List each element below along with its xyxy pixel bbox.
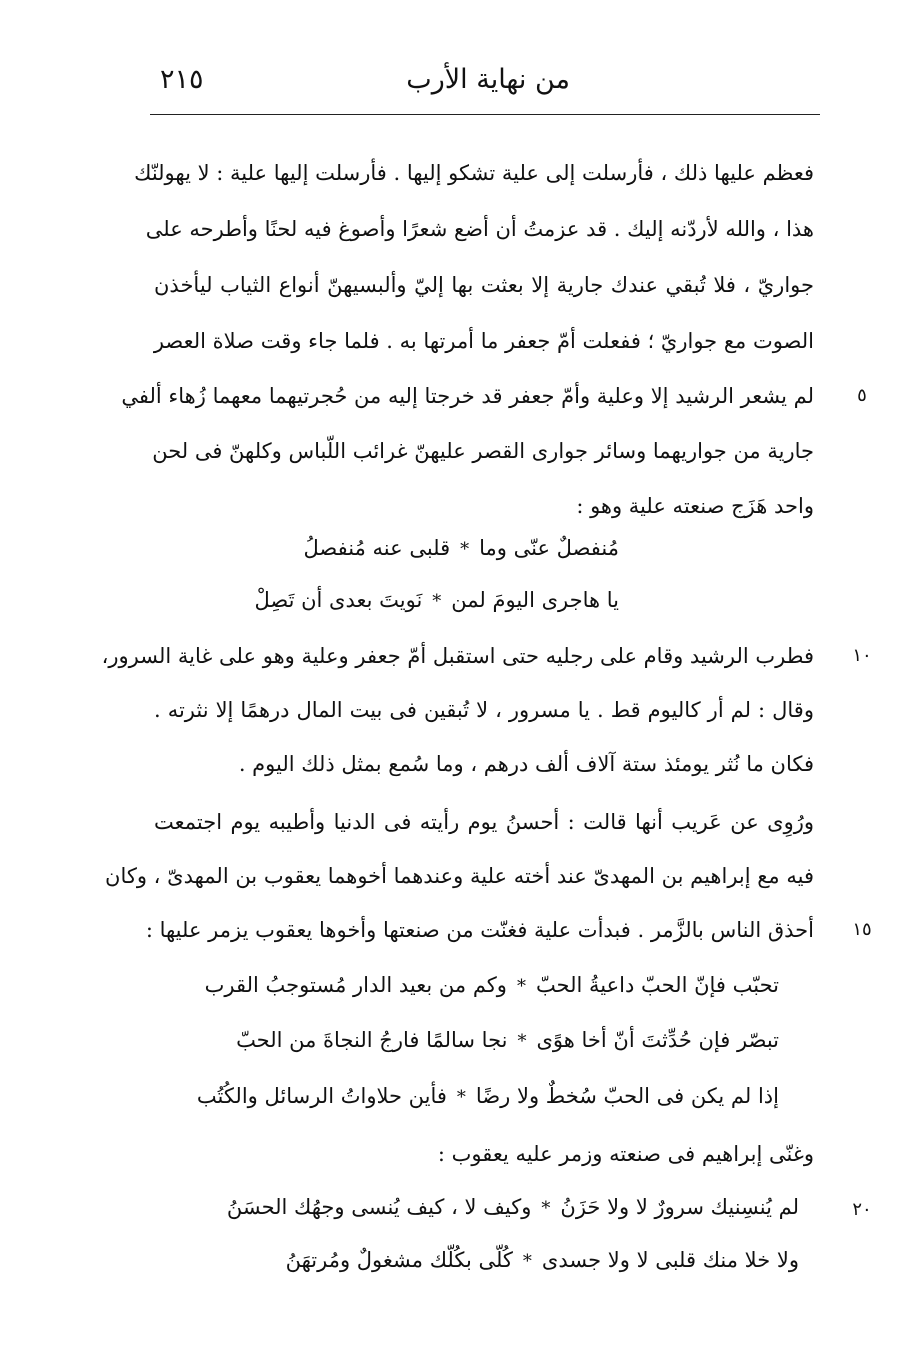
verse-separator: * — [522, 1251, 532, 1272]
verse-separator: * — [517, 1031, 527, 1052]
verse-hemistich-second: وكيف لا ، كيف يُنسى وجهُك الحسَنُ — [226, 1195, 532, 1219]
verse-hemistich-second: نَويتَ بعدى أن تَصِلْ — [254, 588, 423, 612]
verse-hemistich-second: كُلّى بكُلّك مشغولٌ ومُرتهَنُ — [285, 1248, 513, 1272]
verse-hemistich-first: مُنفصلٌ عنّى وما — [479, 536, 619, 560]
verse-hemistich-second: قلبى عنه مُنفصلُ — [303, 536, 451, 560]
text-line: فكان ما نُثر يومئذ ستة آلاف ألف درهم ، وما سُمع بمثل ذلك اليوم . — [238, 752, 814, 776]
verse-hemistich-second: وكم من بعيد الدار مُستوجبُ القرب — [204, 973, 507, 997]
verse-separator: * — [456, 1087, 466, 1108]
verse-hemistich-first: تبصّر فإن حُدِّثتَ أنّ أخا هوًى — [536, 1028, 779, 1052]
running-header — [160, 64, 820, 112]
verse-line — [236, 1020, 779, 1060]
verse-line — [286, 1240, 799, 1280]
text-line: جارية من جواريهما وسائر جوارى القصر عليهنّ غرائب اللّباس وكلهنّ فى لحن — [152, 439, 814, 463]
verse-hemistich-first: ولا خلا منك قلبى لا ولا جسدى — [541, 1248, 799, 1272]
verse-hemistich-second: نجا سالمًا فارجُ النجاةَ من الحبّ — [236, 1028, 508, 1052]
verse-line — [304, 528, 619, 568]
verse-separator: * — [541, 1198, 551, 1219]
verse-hemistich-first: تحبّب فإنّ الحبّ داعيةُ الحبّ — [535, 973, 779, 997]
margin-line-number: ٢٠ — [852, 1199, 872, 1220]
text-line: الصوت مع جواريّ ؛ ففعلت أمّ جعفر ما أمرتها به . فلما جاء وقت صلاة العصر — [153, 329, 814, 353]
text-line: وقال : لم أر كاليوم قط . يا مسرور ، لا تُبقين فى بيت المال درهمًا إلا نثرته . — [154, 698, 814, 722]
verse-line — [197, 1076, 779, 1116]
verse-separator: * — [460, 539, 470, 560]
verse-line — [254, 580, 619, 620]
text-line: لم يشعر الرشيد إلا وعلية وأمّ جعفر قد خرجتا إليه من حُجرتيهما معهما زُهاء ألفي — [121, 384, 814, 408]
verse-line — [205, 965, 779, 1005]
text-line: واحد هَزَج صنعته علية وهو : — [576, 494, 814, 518]
verse-separator: * — [516, 976, 526, 997]
verse-separator: * — [432, 591, 442, 612]
text-line: فيه مع إبراهيم بن المهدىّ عند أخته علية وعندهما أخوهما يعقوب بن المهدىّ ، وكان — [105, 864, 814, 888]
verse-line — [227, 1187, 799, 1227]
page-number: ٢١٥ — [160, 64, 204, 95]
text-line: فعظم عليها ذلك ، فأرسلت إلى علية تشكو إليها . فأرسلت إليها علية : لا يهولنّك — [134, 161, 814, 185]
text-line: هذا ، والله لأردّنه إليك . قد عزمتُ أن أضع شعرًا وأصوغ فيه لحنًا وأطرحه على — [145, 217, 814, 241]
text-line: وغنّى إبراهيم فى صنعته وزمر عليه يعقوب : — [437, 1142, 814, 1166]
verse-hemistich-first: لم يُنسِنيك سرورٌ لا ولا حَزَنُ — [560, 1195, 799, 1219]
verse-hemistich-first: إذا لم يكن فى الحبّ سُخطٌ ولا رضًا — [475, 1084, 779, 1108]
running-title: من نهاية الأرب — [406, 64, 570, 95]
margin-line-number: ١٥ — [852, 919, 872, 940]
text-line: جواريّ ، فلا تُبقي عندك جارية إلا بعثت بها إليّ وألبسيهنّ أنواع الثياب ليأخذن — [154, 273, 814, 297]
verse-hemistich-first: يا هاجرى اليومَ لمن — [451, 588, 619, 612]
margin-line-number: ٥ — [857, 385, 867, 406]
verse-hemistich-second: فأين حلاواتُ الرسائل والكُتُب — [196, 1084, 447, 1108]
text-line: فطرب الرشيد وقام على رجليه حتى استقبل أمّ جعفر وعلية وهو على غاية السرور، — [101, 644, 814, 668]
margin-line-number: ١٠ — [852, 645, 872, 666]
text-line: أحذق الناس بالزَّمر . فبدأت علية فغنّت من صنعتها وأخوها يعقوب يزمر عليها : — [145, 918, 814, 942]
header-rule — [150, 114, 820, 115]
text-line: ورُوِى عن عَريب أنها قالت : أحسنُ يوم رأيته فى الدنيا وأطيبه يوم اجتمعت — [154, 810, 814, 834]
